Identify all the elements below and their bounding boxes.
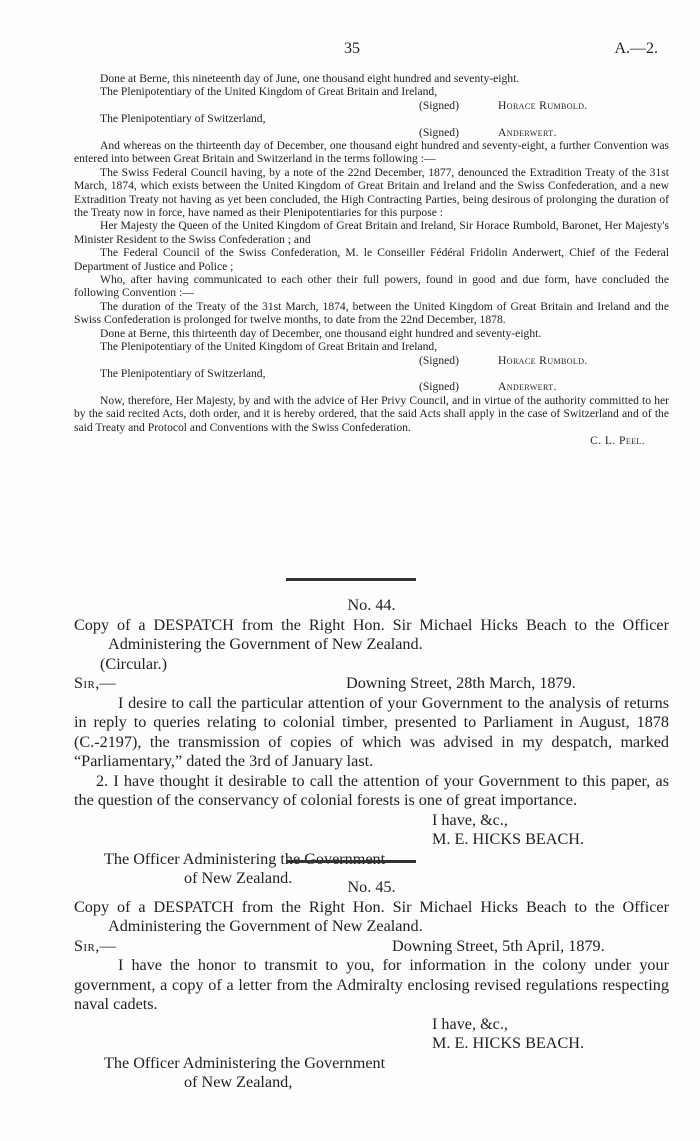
signature-line [74,380,669,393]
sign-off: I have, &c., [432,810,508,829]
sign-off-line [74,811,669,831]
paragraph: Her Majesty the Queen of the United Kingdom of Great Britain and Ireland, Sir Horace Rumbold, Baronet, Her Majesty's Minister Resident to the Swiss Confederation ; and [74,219,669,246]
place-date: Downing Street, 28th March, 1879. [346,674,576,692]
signed-label: (Signed) [419,98,459,112]
paragraph: I have the honor to transmit to you, for information in the colony under your government, a copy of a letter from the Admiralty enclosing revised regulations respecting naval cadets. [74,956,669,1013]
signature: M. E. HICKS BEACH. [432,830,584,848]
section-divider [286,860,416,863]
despatch-number: No. 45. [347,878,396,896]
paragraph: The Federal Council of the Swiss Confederation, M. le Conseiller Fédéral Fridolin Anderwert, Chief of the Federal Department of Justice and Police ; [74,246,669,273]
document-reference: A.—2. [614,40,658,57]
page-number: 35 [344,40,360,57]
paragraph: 2. I have thought it desirable to call the attention of your Government to this paper, as the question of the conservancy of colonial forests is one of great importance. [74,771,669,809]
paragraph: I desire to call the particular attention of your Government to the analysis of returns in reply to queries relating to colonial timber, presented to Parliament in August, 1878 (C.-2197), the transmission of copies of which was advised in my despatch, marked “Parliamentary,” dated the 3rd of January last. [74,693,669,770]
signature: M. E. HICKS BEACH. [432,1034,584,1052]
circular-label: (Circular.) [100,654,167,673]
addressee: The Officer Administering the Government [104,849,386,868]
addressee-line-2: of New Zealand. [184,869,293,887]
salutation-line [74,937,669,957]
paragraph: Done at Berne, this nineteenth day of June, one thousand eight hundred and seventy-eight. [100,72,520,85]
signatory-name: Horace Rumbold. [498,98,588,112]
addressee-line-2: of New Zealand, [184,1073,293,1091]
addressee: The Officer Administering the Government [104,1053,386,1072]
paragraph: And whereas on the thirteenth day of December, one thousand eight hundred and seventy-eight, a further Convention was entered into between Great Britain and Switzerland in the terms following :— [74,139,669,166]
place-date: Downing Street, 5th April, 1879. [392,936,605,955]
paragraph: The duration of the Treaty of the 31st March, 1874, between the United Kingdom of Great Britain and Ireland and the Swiss Confederation is prolonged for twelve months, to date from the 22nd December, 1878. [74,299,669,327]
signed-label: (Signed) [419,380,459,394]
salutation-line [74,674,669,694]
signatory-name: Anderwert. [498,125,557,139]
salutation: Sir,— [74,674,117,692]
treaty-text-block [74,72,669,447]
despatch-title: Copy of a DESPATCH from the Right Hon. Sir Michael Hicks Beach to the Officer Administering the Government of New Zealand. [74,897,669,935]
despatch-no-44 [74,596,669,889]
order-signature: C. L. Peel. [590,433,645,447]
section-divider [286,578,416,581]
despatch-no-45 [74,878,669,1093]
paragraph: The Plenipotentiary of the United Kingdom of Great Britain and Ireland, [100,340,438,354]
signature-line [74,126,669,139]
salutation: Sir,— [74,936,117,955]
signature-line [74,1034,669,1054]
paragraph: Done at Berne, this thirteenth day of December, one thousand eight hundred and seventy-eight. [100,326,542,340]
sign-off-line [74,1015,669,1035]
signed-label: (Signed) [419,125,459,139]
despatch-number: No. 44. [347,596,396,614]
signatory-name: Anderwert. [498,380,557,394]
paragraph: Now, therefore, Her Majesty, by and with the advice of Her Privy Council, and in virtue of the authority committed to her by the said recited Acts, doth order, and it is hereby ordered, that the said Acts shall apply in the case of Switzerland and of the said Treaty and Protocol and Conventions with the Swiss Confederation. [74,393,669,434]
despatch-title: Copy of a DESPATCH from the Right Hon. Sir Michael Hicks Beach to the Officer Administering the Government of New Zealand. [74,615,669,653]
paragraph: The Plenipotentiary of Switzerland, [100,112,266,126]
signature-line [74,99,669,112]
signatory-name: Horace Rumbold. [498,353,588,367]
paragraph: The Plenipotentiary of the United Kingdom of Great Britain and Ireland, [100,85,438,99]
signed-label: (Signed) [419,353,459,367]
sign-off: I have, &c., [432,1014,508,1033]
paragraph: Who, after having communicated to each other their full powers, found in good and due form, have concluded the following Convention :— [74,273,669,300]
paragraph: The Swiss Federal Council having, by a note of the 22nd December, 1877, denounced the Extradition Treaty of the 31st March, 1874, which exists between the United Kingdom of Great Britain and Ireland and the Swiss Confederation, and a new Extradition Treaty not having as yet been concluded, the High Contracting Parties, being desirous of prolonging the duration of the Treaty now in force, have named as their Plenipotentiaries for this purpose : [74,165,669,220]
signature-line [74,830,669,850]
page-header [0,40,700,64]
signature-line [74,354,669,367]
paragraph: The Plenipotentiary of Switzerland, [100,366,266,380]
